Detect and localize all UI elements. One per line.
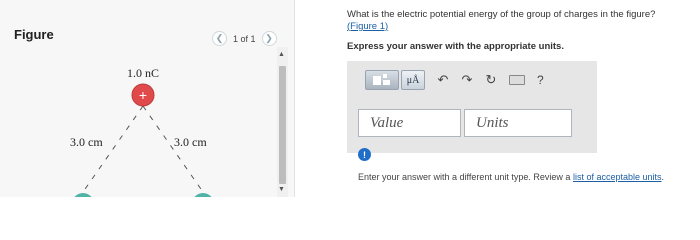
value-input[interactable]: Value — [358, 109, 461, 137]
plus-sign: + — [138, 87, 148, 103]
chevron-right-icon[interactable]: ❯ — [262, 31, 277, 46]
info-alert-icon: ! — [358, 148, 371, 161]
charge-diagram — [0, 0, 295, 197]
feedback-text: Enter your answer with a different unit type. Review a — [358, 172, 573, 182]
redo-icon[interactable]: ↷ — [461, 72, 473, 87]
page-indicator: 1 of 1 — [233, 33, 256, 44]
units-button[interactable]: μÅ — [401, 70, 425, 90]
feedback-message — [358, 172, 678, 183]
scroll-down-arrow-icon[interactable]: ▼ — [278, 186, 285, 193]
question-body: What is the electric potential energy of the group of charges in the figure? — [347, 9, 656, 20]
chevron-left-icon[interactable]: ❮ — [212, 31, 227, 46]
question-text — [347, 9, 692, 33]
templates-icon[interactable] — [365, 70, 399, 90]
charge-label: 1.0 nC — [126, 66, 160, 80]
undo-icon[interactable]: ↶ — [437, 72, 449, 87]
scroll-up-arrow-icon[interactable]: ▲ — [278, 51, 285, 58]
answer-instruction: Express your answer with the appropriate units. — [347, 41, 564, 52]
lower-right-charge — [192, 193, 214, 197]
feedback-end: . — [661, 172, 665, 182]
right-distance-line — [143, 106, 203, 192]
right-distance-label: 3.0 cm — [174, 135, 207, 149]
lower-left-charge — [72, 193, 94, 197]
left-distance-line — [83, 106, 143, 192]
units-input[interactable]: Units — [464, 109, 572, 137]
left-distance-label: 3.0 cm — [70, 135, 103, 149]
figure-scrollbar[interactable] — [277, 47, 288, 197]
answer-box — [347, 61, 597, 153]
math-toolbar — [365, 70, 544, 90]
help-button[interactable]: ? — [537, 73, 544, 87]
scroll-thumb[interactable] — [279, 66, 286, 184]
keyboard-icon[interactable] — [509, 75, 525, 85]
figure-link[interactable]: (Figure 1) — [347, 21, 389, 32]
figure-title: Figure — [14, 27, 54, 42]
acceptable-units-link[interactable]: list of acceptable units — [572, 172, 662, 182]
reset-icon[interactable]: ↻ — [485, 72, 497, 87]
